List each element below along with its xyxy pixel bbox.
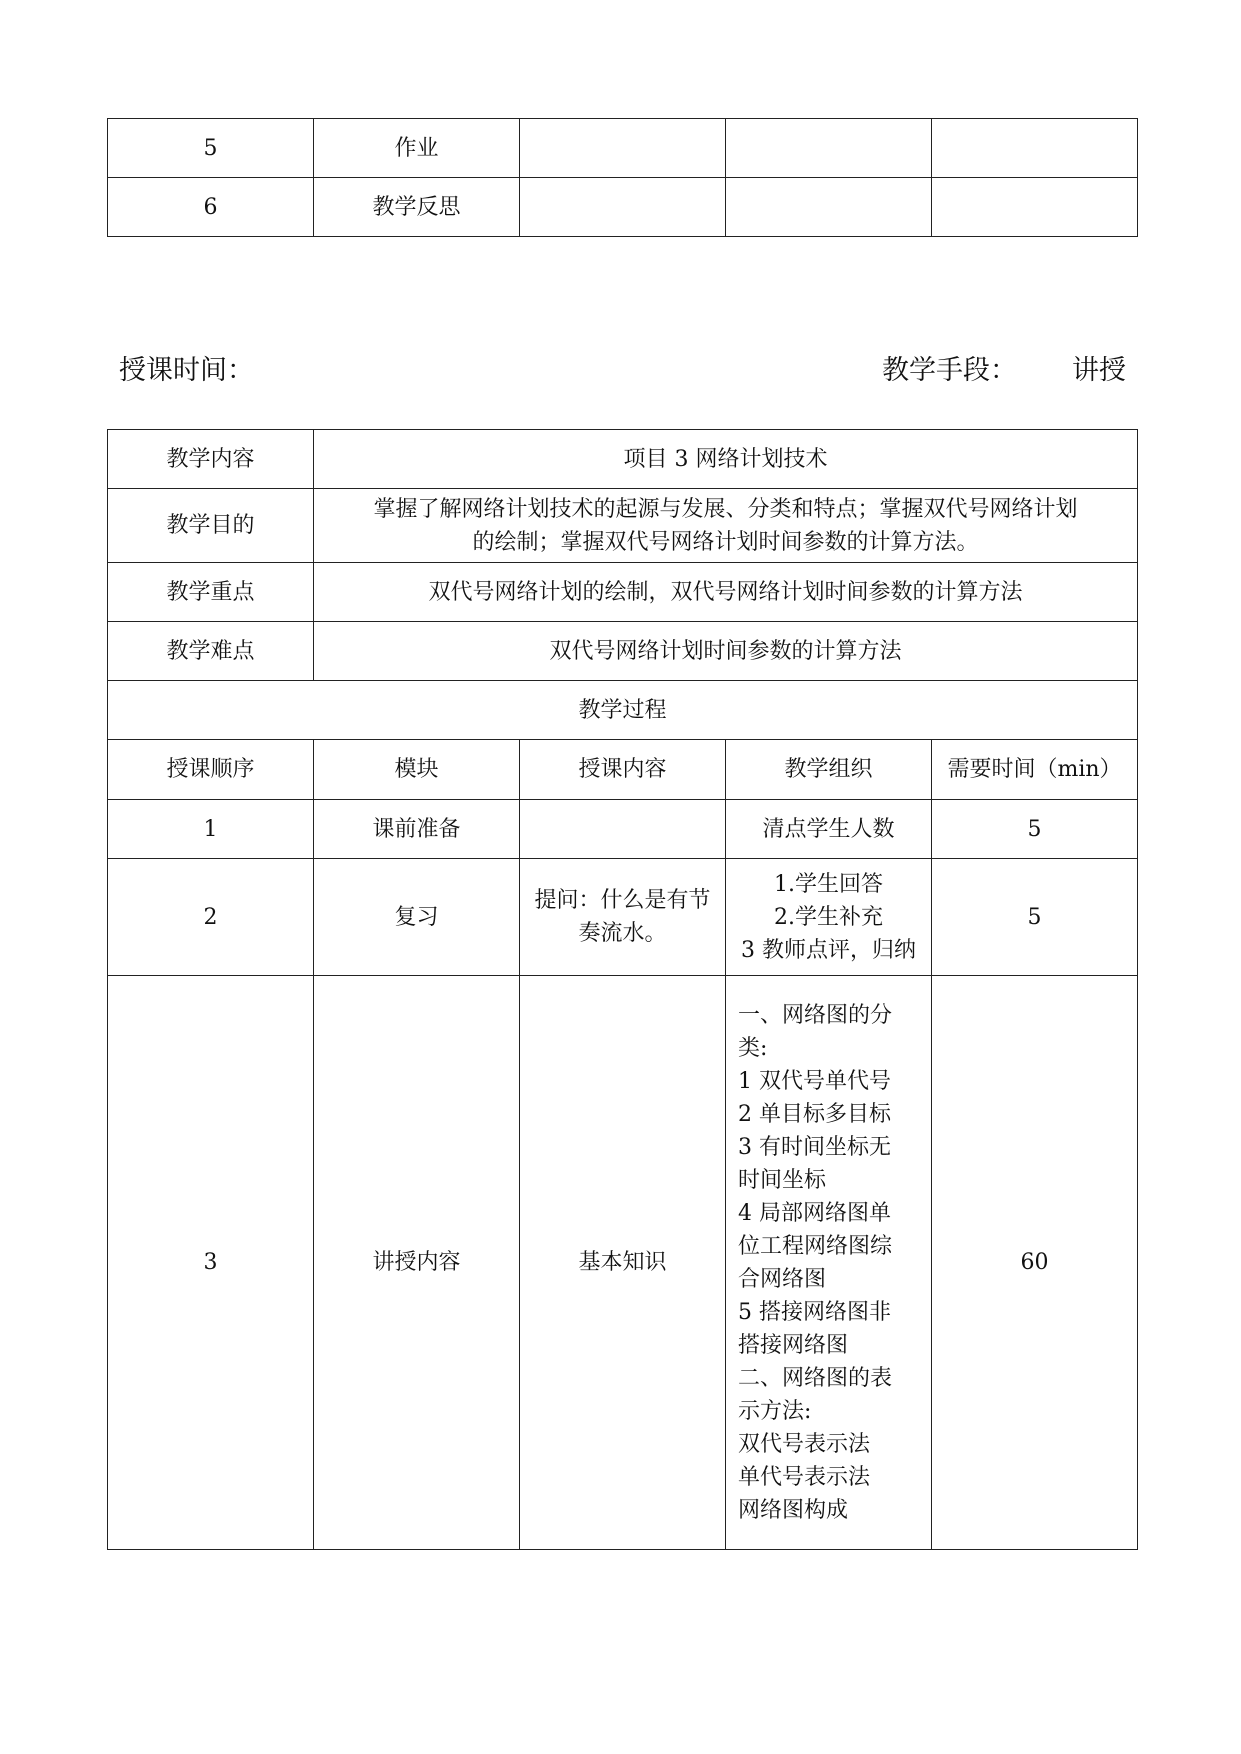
content-cell: 提问：什么是有节奏流水。 — [520, 859, 726, 976]
content-label: 教学内容 — [108, 430, 314, 489]
table-row — [108, 976, 1138, 1550]
key-point-label: 教学重点 — [108, 563, 314, 622]
difficulty-label: 教学难点 — [108, 622, 314, 681]
organization-line: 1.学生回答 — [774, 871, 883, 897]
organization-line: 3 有时间坐标无 — [738, 1134, 891, 1160]
table-row — [108, 119, 1138, 178]
content-cell: 基本知识 — [520, 976, 726, 1550]
module-cell: 作业 — [314, 119, 520, 178]
organization-line: 3 教师点评，归纳 — [741, 937, 916, 963]
organization-line: 网络图构成 — [738, 1497, 849, 1523]
lesson-plan-table — [107, 429, 1138, 1550]
organization-cell — [726, 119, 932, 178]
order-cell: 5 — [108, 119, 314, 178]
organization-line: 类: — [738, 1035, 768, 1061]
goal-line: 的绘制；掌握双代号网络计划时间参数的计算方法。 — [472, 529, 979, 555]
organization-line: 单代号表示法 — [738, 1464, 871, 1490]
time-cell: 60 — [932, 976, 1138, 1550]
column-header: 需要时间（min） — [932, 740, 1138, 800]
difficulty-value: 双代号网络计划时间参数的计算方法 — [314, 622, 1138, 681]
key-point-value: 双代号网络计划的绘制，双代号网络计划时间参数的计算方法 — [314, 563, 1138, 622]
module-cell: 讲授内容 — [314, 976, 520, 1550]
organization-line: 搭接网络图 — [738, 1332, 849, 1358]
goal-line: 掌握了解网络计划技术的起源与发展、分类和特点；掌握双代号网络计划 — [373, 496, 1078, 522]
column-header-row — [108, 740, 1138, 800]
time-cell: 5 — [932, 859, 1138, 976]
module-cell: 教学反思 — [314, 178, 520, 237]
table-row — [108, 800, 1138, 859]
time-cell — [932, 178, 1138, 237]
module-cell: 课前准备 — [314, 800, 520, 859]
order-cell: 6 — [108, 178, 314, 237]
table-row — [108, 178, 1138, 237]
organization-line: 5 搭接网络图非 — [738, 1299, 891, 1325]
organization-line: 示方法: — [738, 1398, 812, 1424]
table-row — [108, 859, 1138, 976]
organization-cell: 清点学生人数 — [726, 800, 932, 859]
organization-cell — [726, 859, 932, 976]
content-cell — [520, 178, 726, 237]
column-header: 授课顺序 — [108, 740, 314, 800]
teaching-time-label: 授课时间： — [119, 355, 254, 386]
organization-line: 2 单目标多目标 — [738, 1101, 891, 1127]
time-cell — [932, 119, 1138, 178]
process-title: 教学过程 — [108, 681, 1138, 740]
order-cell: 1 — [108, 800, 314, 859]
module-cell: 复习 — [314, 859, 520, 976]
organization-line: 2.学生补充 — [774, 904, 883, 930]
column-header: 模块 — [314, 740, 520, 800]
content-cell — [520, 119, 726, 178]
organization-line: 时间坐标 — [738, 1167, 827, 1193]
teaching-means-value: 讲授 — [1072, 355, 1126, 386]
organization-line: 位工程网络图综 — [738, 1233, 893, 1259]
organization-line: 一、网络图的分 — [738, 1002, 893, 1028]
column-header: 授课内容 — [520, 740, 726, 800]
organization-line: 4 局部网络图单 — [738, 1200, 891, 1226]
time-cell: 5 — [932, 800, 1138, 859]
order-cell: 3 — [108, 976, 314, 1550]
organization-line: 合网络图 — [738, 1266, 827, 1292]
organization-line: 双代号表示法 — [738, 1431, 871, 1457]
column-header: 教学组织 — [726, 740, 932, 800]
organization-cell — [726, 976, 932, 1550]
organization-line: 二、网络图的表 — [738, 1365, 893, 1391]
table-row — [108, 489, 1138, 563]
goal-label: 教学目的 — [108, 489, 314, 563]
goal-value — [314, 489, 1138, 563]
table-row — [108, 622, 1138, 681]
organization-cell — [726, 178, 932, 237]
order-cell: 2 — [108, 859, 314, 976]
content-cell — [520, 800, 726, 859]
table-row — [108, 430, 1138, 489]
content-value: 项目 3 网络计划技术 — [314, 430, 1138, 489]
table-row — [108, 563, 1138, 622]
previous-process-table — [107, 118, 1138, 237]
organization-line: 1 双代号单代号 — [738, 1068, 891, 1094]
table-row — [108, 681, 1138, 740]
teaching-means-label: 教学手段： — [882, 355, 1017, 386]
